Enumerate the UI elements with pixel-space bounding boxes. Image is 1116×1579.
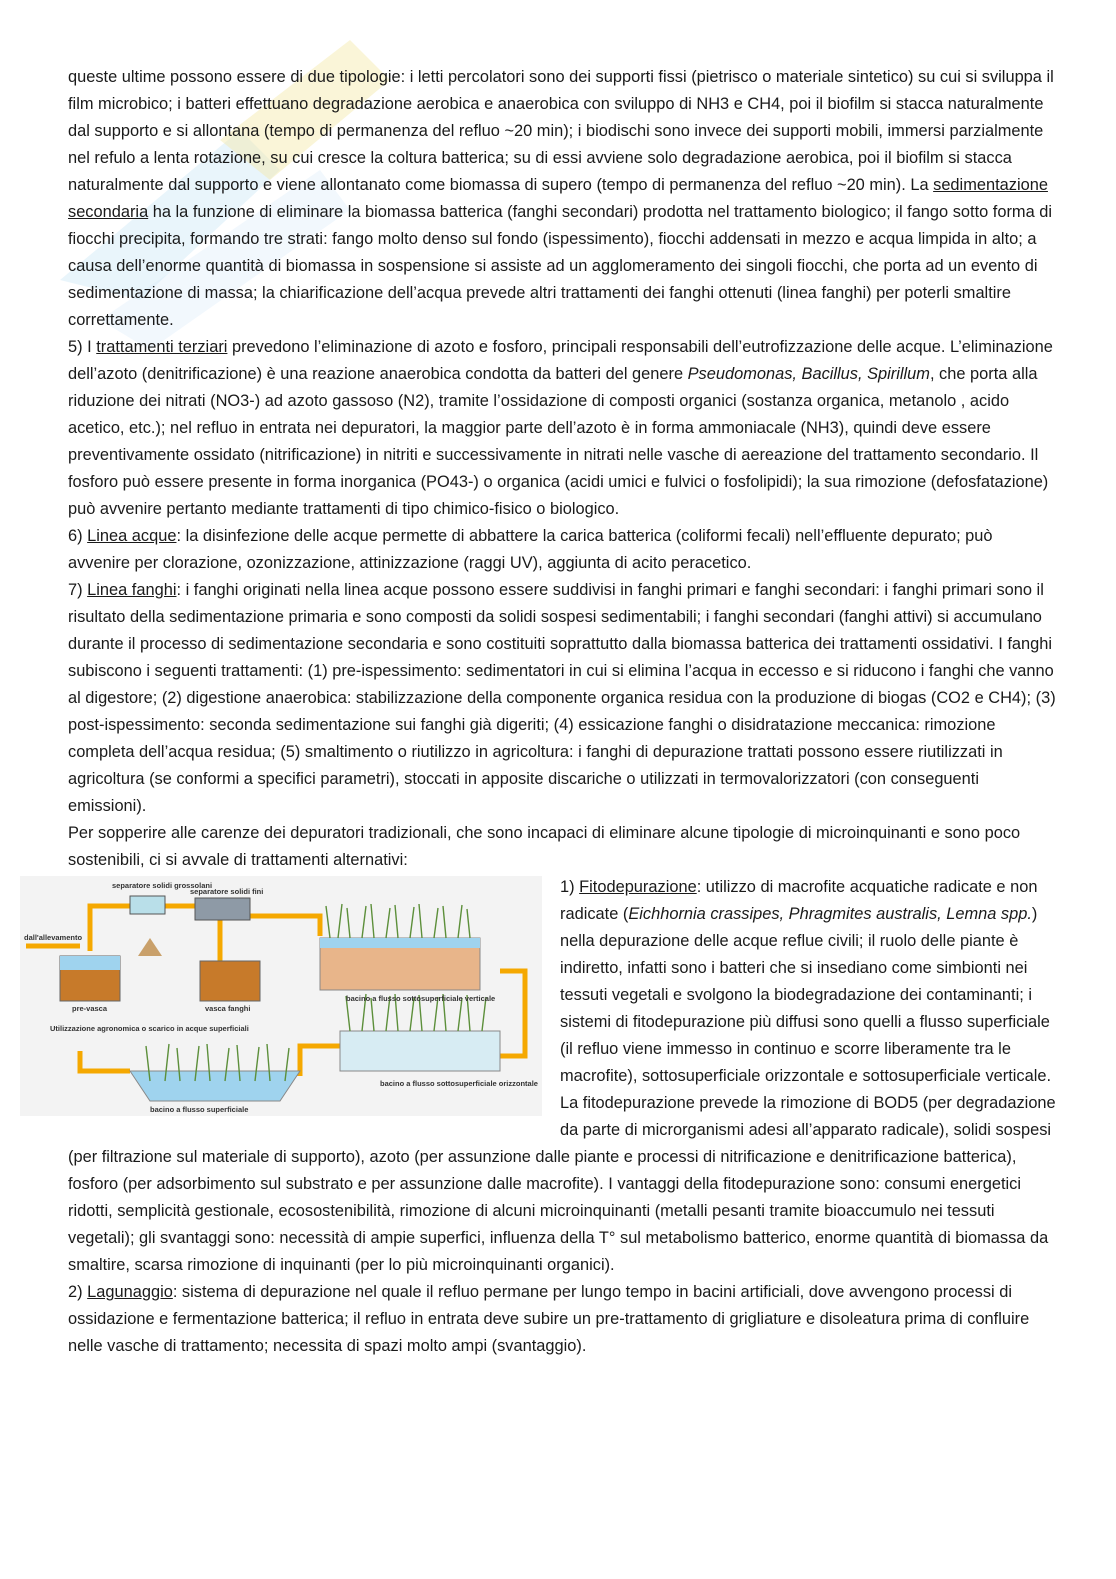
underlined-term: sedimentazione secondaria (68, 176, 1048, 221)
underlined-term: trattamenti terziari (96, 338, 228, 356)
paragraph-trattamenti-alternativi: Per sopperire alle carenze dei depuratori tradizionali, che sono incapaci di eliminare alcune tipologie di microinquinanti e sono poco sostenibili, ci si avvale di trattamenti alternativi: (68, 824, 1021, 869)
document-body (24, 64, 1058, 1360)
label-vasca-fanghi: vasca fanghi (205, 1004, 251, 1013)
label-bacino-superficiale: bacino a flusso superficiale (150, 1105, 249, 1114)
underlined-term: Linea acque (87, 527, 177, 545)
label-sep-fini: separatore solidi fini (190, 887, 264, 896)
underlined-term: Linea fanghi (87, 581, 177, 599)
fitodepurazione-diagram (20, 876, 542, 1116)
label-bacino-verticale: bacino a flusso sottosuperficiale verticale (346, 994, 496, 1003)
paragraph-fitodepurazione: 1) Fitodepurazione: utilizzo di macrofite acquatiche radicate e non radicate (Eichhornia crassipes, Phragmites australis, Lemna spp.) nella depurazione delle acque reflue civili; il ruolo delle piante è indiretto, infatti sono i batteri che si insediano come simbionti nei tessuti vegetali e svolgono la biodegradazione dei contaminanti; i sistemi di fitodepurazione più diffusi sono quelli a flusso superficiale (il refluo viene immesso in continuo e scorre liberamente tra le macrofite), sottosuperficiale orizzontale e sottosuperficiale verticale. La fitodepurazione prevede la rimozione di BOD5 (per degradazione da parte di microrganismi adesi all’apparato radicale), solidi sospesi (per filtrazione sul materiale di supporto), azoto (per assunzione dalle piante e processi di nitrificazione e denitrificazione batterica), fosforo (per adsorbimento sul substrato e per assunzione dalle macrofite). I vantaggi della fitodepurazione sono: consumi energetici ridotti, semplicità gestionale, ecosostenibilità, rimozione di alcuni microinquinanti (metalli pesanti tramite bioaccumulo nei tessuti vegetali); gli svantaggi sono: necessità di ampie superfici, influenza della T° sul metabolismo batterico, enorme quantità di biomassa da smaltire, scarsa rimozione di inquinanti (per lo più microinquinanti organici). (68, 878, 1056, 1274)
diagram-svg (20, 876, 542, 1116)
paragraph-trattamenti-terziari: 5) I trattamenti terziari prevedono l’eliminazione di azoto e fosforo, principali responsabili dell’eutrofizzazione delle acque. L’eliminazione dell’azoto (denitrificazione) è una reazione anaerobica condotta da batteri del genere Pseudomonas, Bacillus, Spirillum, che porta alla riduzione dei nitrati (NO3-) ad azoto gassoso (N2), tramite l’ossidazione di composti organici (sostanza organica, metanolo , acido acetico, etc.); nel refluo in entrata nei depuratori, la maggior parte dell’azoto è in forma ammoniacale (NH3), quindi deve essere preventivamente ossidato (nitrificazione) in nitriti e successivamente in nitrati nelle vasche di aereazione del trattamento secondario. Il fosforo può essere presente in forma inorganica (PO43-) o organica (acidi umici e fulvici o fosfolipidi); la sua rimozione (defosfatazione) può avvenire pertanto mediante trattamenti di tipo chimico-fisico o biologico. (68, 338, 1053, 518)
label-bacino-orizzontale: bacino a flusso sottosuperficiale orizzontale (380, 1079, 538, 1088)
fitodepurazione-section (24, 874, 1058, 1279)
label-utilizzazione: Utilizzazione agronomica o scarico in acque superficiali (50, 1024, 249, 1033)
label-sep-grossolani: separatore solidi grossolani (112, 881, 213, 890)
label-allevamento: dall'allevamento (24, 933, 83, 942)
paragraph-percolatori: queste ultime possono essere di due tipologie: i letti percolatori sono dei supporti fissi (pietrisco o materiale sintetico) su cui si sviluppa il film microbico; i batteri effettuano degradazione aerobica e anaerobica con sviluppo di NH3 e CH4, poi il biofilm si stacca naturalmente dal supporto e si allontana (tempo di permanenza del refluo ~20 min); i biodischi sono invece dei supporti mobili, immersi parzialmente nel refulo a lenta rotazione, su cui cresce la coltura batterica; su di essi avviene solo degradazione aerobica, poi il biofilm si stacca naturalmente dal supporto e viene allontanato come biomassa di supero (tempo di permanenza del refluo ~20 min). La sedimentazione secondaria ha la funzione di eliminare la biomassa batterica (fanghi secondari) prodotta nel trattamento biologico; il fango sotto forma di fiocchi precipita, formando tre strati: fango molto denso sul fondo (ispessimento), fiocchi addensati in mezzo e acqua limpida in alto; a causa dell’enorme quantità di biomassa in sospensione si assiste ad un agglomeramento dei singoli fiocchi, che porta ad un evento di sedimentazione di massa; la chiarificazione dell’acqua prevede altri trattamenti dei fanghi ottenuti (linea fanghi) per poterli smaltire correttamente. (68, 68, 1054, 329)
paragraph-linea-acque: 6) Linea acque: la disinfezione delle acque permette di abbattere la carica batterica (coliformi fecali) nell’effluente depurato; può avvenire per clorazione, ozonizzazione, attinizzazione (raggi UV), aggiunta di acito peracetico. (68, 527, 993, 572)
underlined-term: Fitodepurazione (579, 878, 697, 896)
paragraph-linea-fanghi: 7) Linea fanghi: i fanghi originati nella linea acque possono essere suddivisi in fanghi primari e fanghi secondari: i fanghi primari sono il risultato della sedimentazione primaria e sono composti da solidi sospesi sedimentabili; i fanghi secondari (fanghi attivi) si accumulano durante il processo di sedimentazione secondaria e sono costituiti soprattutto dalla biomassa batterica dei trattamenti ossidativi. I fanghi subiscono i seguenti trattamenti: (1) pre-ispessimento: sedimentatori in cui si elimina l’acqua in eccesso e si riducono i fanghi che vanno al digestore; (2) digestione anaerobica: stabilizzazione della componente organica residua con la produzione di biogas (CO2 e CH4); (3) post-ispessimento: seconda sedimentazione sui fanghi già digeriti; (4) essicazione fanghi o disidratazione meccanica: rimozione completa dell’acqua residua; (5) smaltimento o riutilizzo in agricoltura: i fanghi di depurazione trattati possono essere riutilizzati in agricoltura (se conformi a specifici parametri), stoccati in apposite discariche o utilizzati in termovalorizzatori (con conseguenti emissioni). (68, 581, 1056, 815)
underlined-term: Lagunaggio (87, 1283, 173, 1301)
label-pre-vasca: pre-vasca (72, 1004, 108, 1013)
paragraph-lagunaggio: 2) Lagunaggio: sistema di depurazione nel quale il refluo permane per lungo tempo in bacini artificiali, dove avvengono processi di ossidazione e fermentazione batterica; il refluo in entrata deve subire un pre-trattamento di grigliature e disoleatura prima di confluire nelle vasche di trattamento; necessita di spazi molto ampi (svantaggio). (68, 1283, 1030, 1355)
